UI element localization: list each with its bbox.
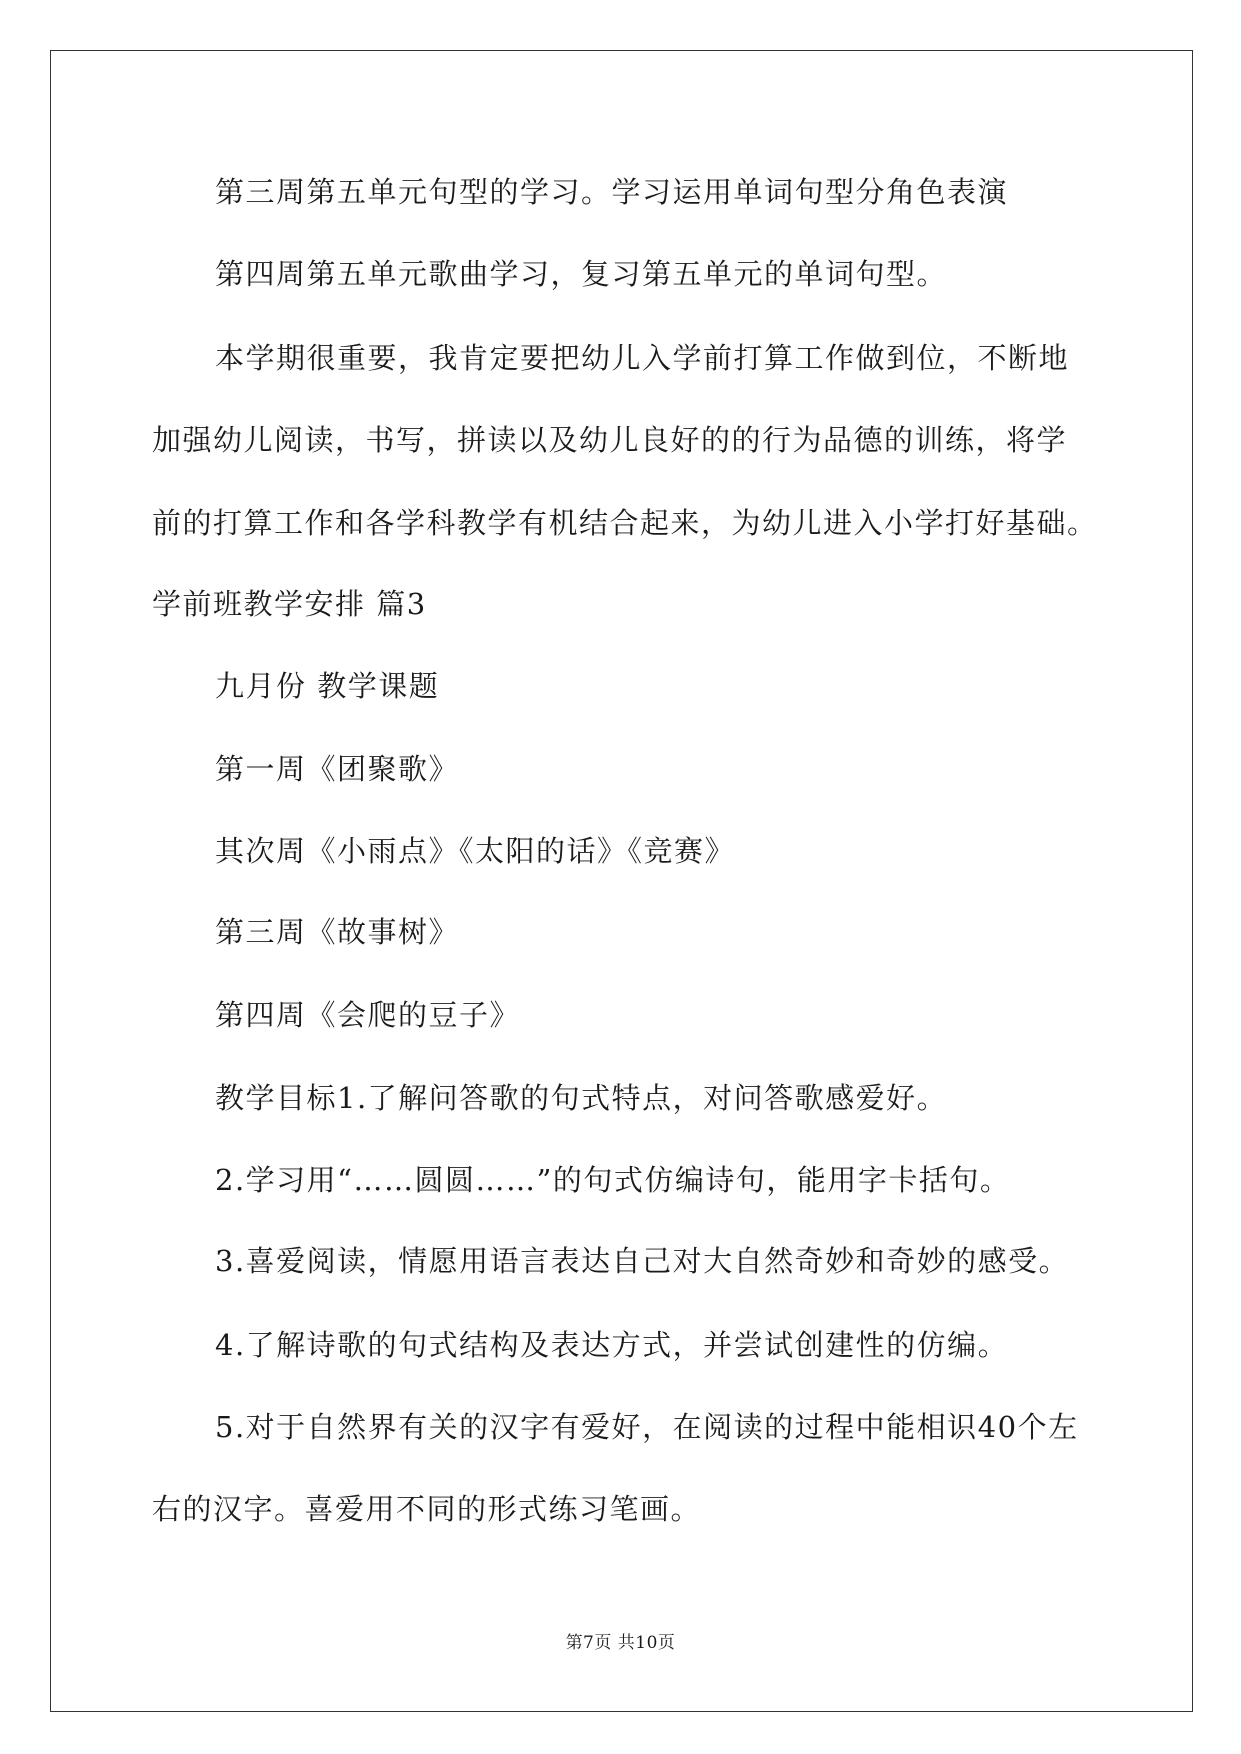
- text-line-goal-3: 3.喜爱阅读，情愿用语言表达自己对大自然奇妙和奇妙的感受。: [215, 1244, 1070, 1278]
- paragraph-line-3: 前的打算工作和各学科教学有机结合起来，为幼儿进入小学打好基础。: [152, 506, 1098, 540]
- text-line-goal-1: 教学目标1.了解问答歌的句式特点，对问答歌感爱好。: [215, 1081, 948, 1115]
- paragraph-line-2: 加强幼儿阅读，书写，拼读以及幼儿良好的的行为品德的训练，将学: [152, 423, 1068, 457]
- text-line-september-topics: 九月份 教学课题: [215, 669, 440, 703]
- page-number-footer: 第7页 共10页: [565, 1633, 676, 1653]
- text-line-week4: 第四周《会爬的豆子》: [215, 998, 521, 1032]
- text-line-goal-4: 4.了解诗歌的句式结构及表达方式，并尝试创建性的仿编。: [215, 1328, 1009, 1362]
- text-line-goal-5: 5.对于自然界有关的汉字有爱好，在阅读的过程中能相识40个左: [215, 1410, 1079, 1444]
- text-line-week2: 其次周《小雨点》《太阳的话》《竞赛》: [215, 834, 736, 868]
- text-line-week3-unit5: 第三周第五单元句型的学习。学习运用单词句型分角色表演: [215, 175, 1009, 209]
- page-border: [50, 50, 1193, 1712]
- paragraph-line-1: 本学期很重要，我肯定要把幼儿入学前打算工作做到位，不断地: [215, 341, 1070, 375]
- section-heading: 学前班教学安排 篇3: [152, 587, 427, 621]
- text-line-goal-5-continued: 右的汉字。喜爱用不同的形式练习笔画。: [152, 1492, 702, 1526]
- text-line-week3: 第三周《故事树》: [215, 915, 460, 949]
- text-line-week1: 第一周《团聚歌》: [215, 752, 460, 786]
- text-line-goal-2: 2.学习用“……圆圆……”的句式仿编诗句，能用字卡括句。: [215, 1163, 1011, 1197]
- text-line-week4-unit5: 第四周第五单元歌曲学习，复习第五单元的单词句型。: [215, 257, 948, 291]
